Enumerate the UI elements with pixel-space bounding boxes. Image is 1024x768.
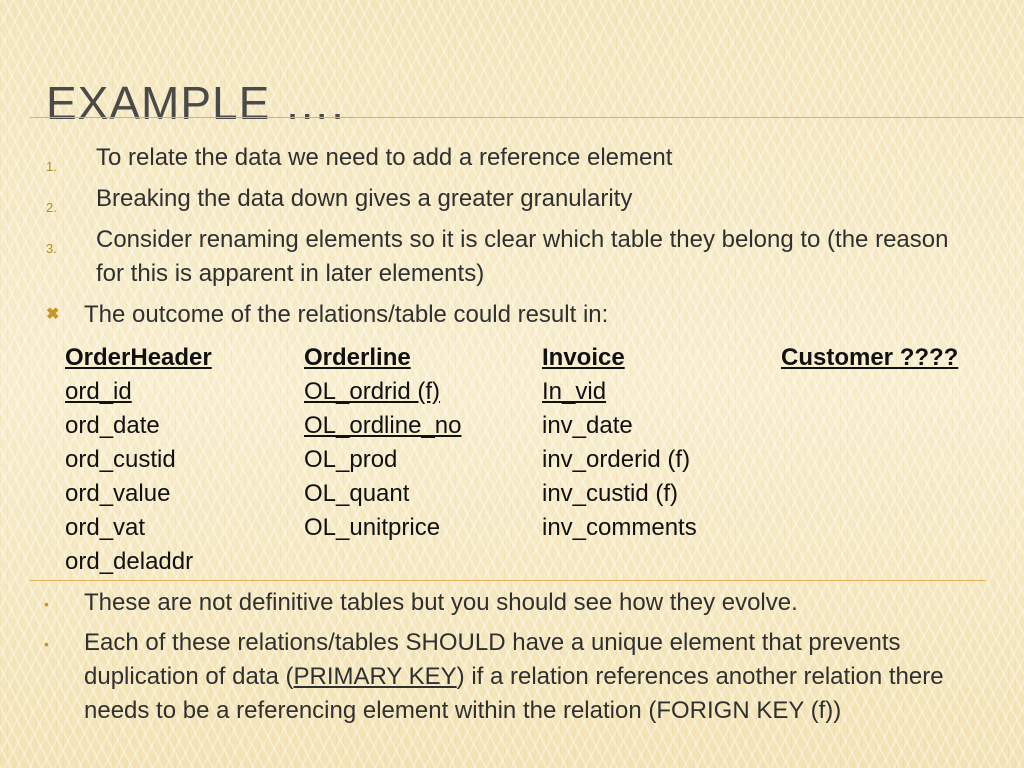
table-field: ord_deladdr bbox=[65, 548, 194, 575]
table-orderline bbox=[304, 341, 461, 545]
table-invoice bbox=[542, 341, 697, 545]
x-bullet-icon: ✖ bbox=[46, 306, 60, 323]
table-header: OrderHeader bbox=[65, 344, 212, 371]
table-field-primary-key: ord_id bbox=[65, 378, 132, 405]
table-field: OL_prod bbox=[304, 446, 398, 473]
table-field: ord_date bbox=[65, 412, 160, 439]
title-divider bbox=[30, 117, 1024, 118]
table-header: Customer ???? bbox=[781, 344, 959, 371]
list-number: 3. bbox=[46, 241, 57, 256]
bullet-text-primary-key bbox=[84, 626, 964, 728]
table-field: ord_value bbox=[65, 480, 171, 507]
table-orderheader bbox=[65, 341, 212, 579]
table-field-primary-key: In_vid bbox=[542, 378, 607, 405]
content-divider bbox=[30, 580, 986, 581]
bullet-dot-icon: • bbox=[44, 596, 49, 612]
table-field: inv_date bbox=[542, 412, 633, 439]
table-field-primary-key: OL_ordline_no bbox=[304, 412, 462, 439]
slide-title: EXAMPLE …. bbox=[46, 77, 345, 129]
list-text: Consider renaming elements so it is clear which table they belong to (the reason for this is apparent in later elements) bbox=[96, 226, 949, 287]
table-field: inv_comments bbox=[542, 514, 697, 541]
list-text: Breaking the data down gives a greater granularity bbox=[96, 185, 633, 212]
table-field-primary-key: OL_ordrid (f) bbox=[304, 378, 441, 405]
primary-key-term: PRIMARY KEY bbox=[293, 663, 457, 690]
list-number: 1. bbox=[46, 159, 57, 174]
table-field: OL_quant bbox=[304, 480, 410, 507]
list-number: 2. bbox=[46, 200, 57, 215]
table-field: ord_vat bbox=[65, 514, 146, 541]
outcome-text: The outcome of the relations/table could result in: bbox=[84, 301, 609, 328]
list-text: To relate the data we need to add a reference element bbox=[96, 144, 673, 171]
table-customer bbox=[781, 341, 958, 375]
bullet-text: These are not definitive tables but you should see how they evolve. bbox=[84, 589, 798, 616]
table-field: inv_orderid (f) bbox=[542, 446, 691, 473]
bullet-dot-icon: • bbox=[44, 636, 49, 652]
table-header: Orderline bbox=[304, 344, 411, 371]
table-field: inv_custid (f) bbox=[542, 480, 679, 507]
bullet-text-part: Each of these relations/tables SHOULD have a unique element that prevents duplication of data ( bbox=[84, 629, 901, 690]
table-field: ord_custid bbox=[65, 446, 176, 473]
table-field: OL_unitprice bbox=[304, 514, 441, 541]
bullet-text-part: ) if a relation references another relation there needs to be a referencing element within the relation (FORIGN KEY (f)) bbox=[84, 663, 944, 724]
table-header: Invoice bbox=[542, 344, 625, 371]
